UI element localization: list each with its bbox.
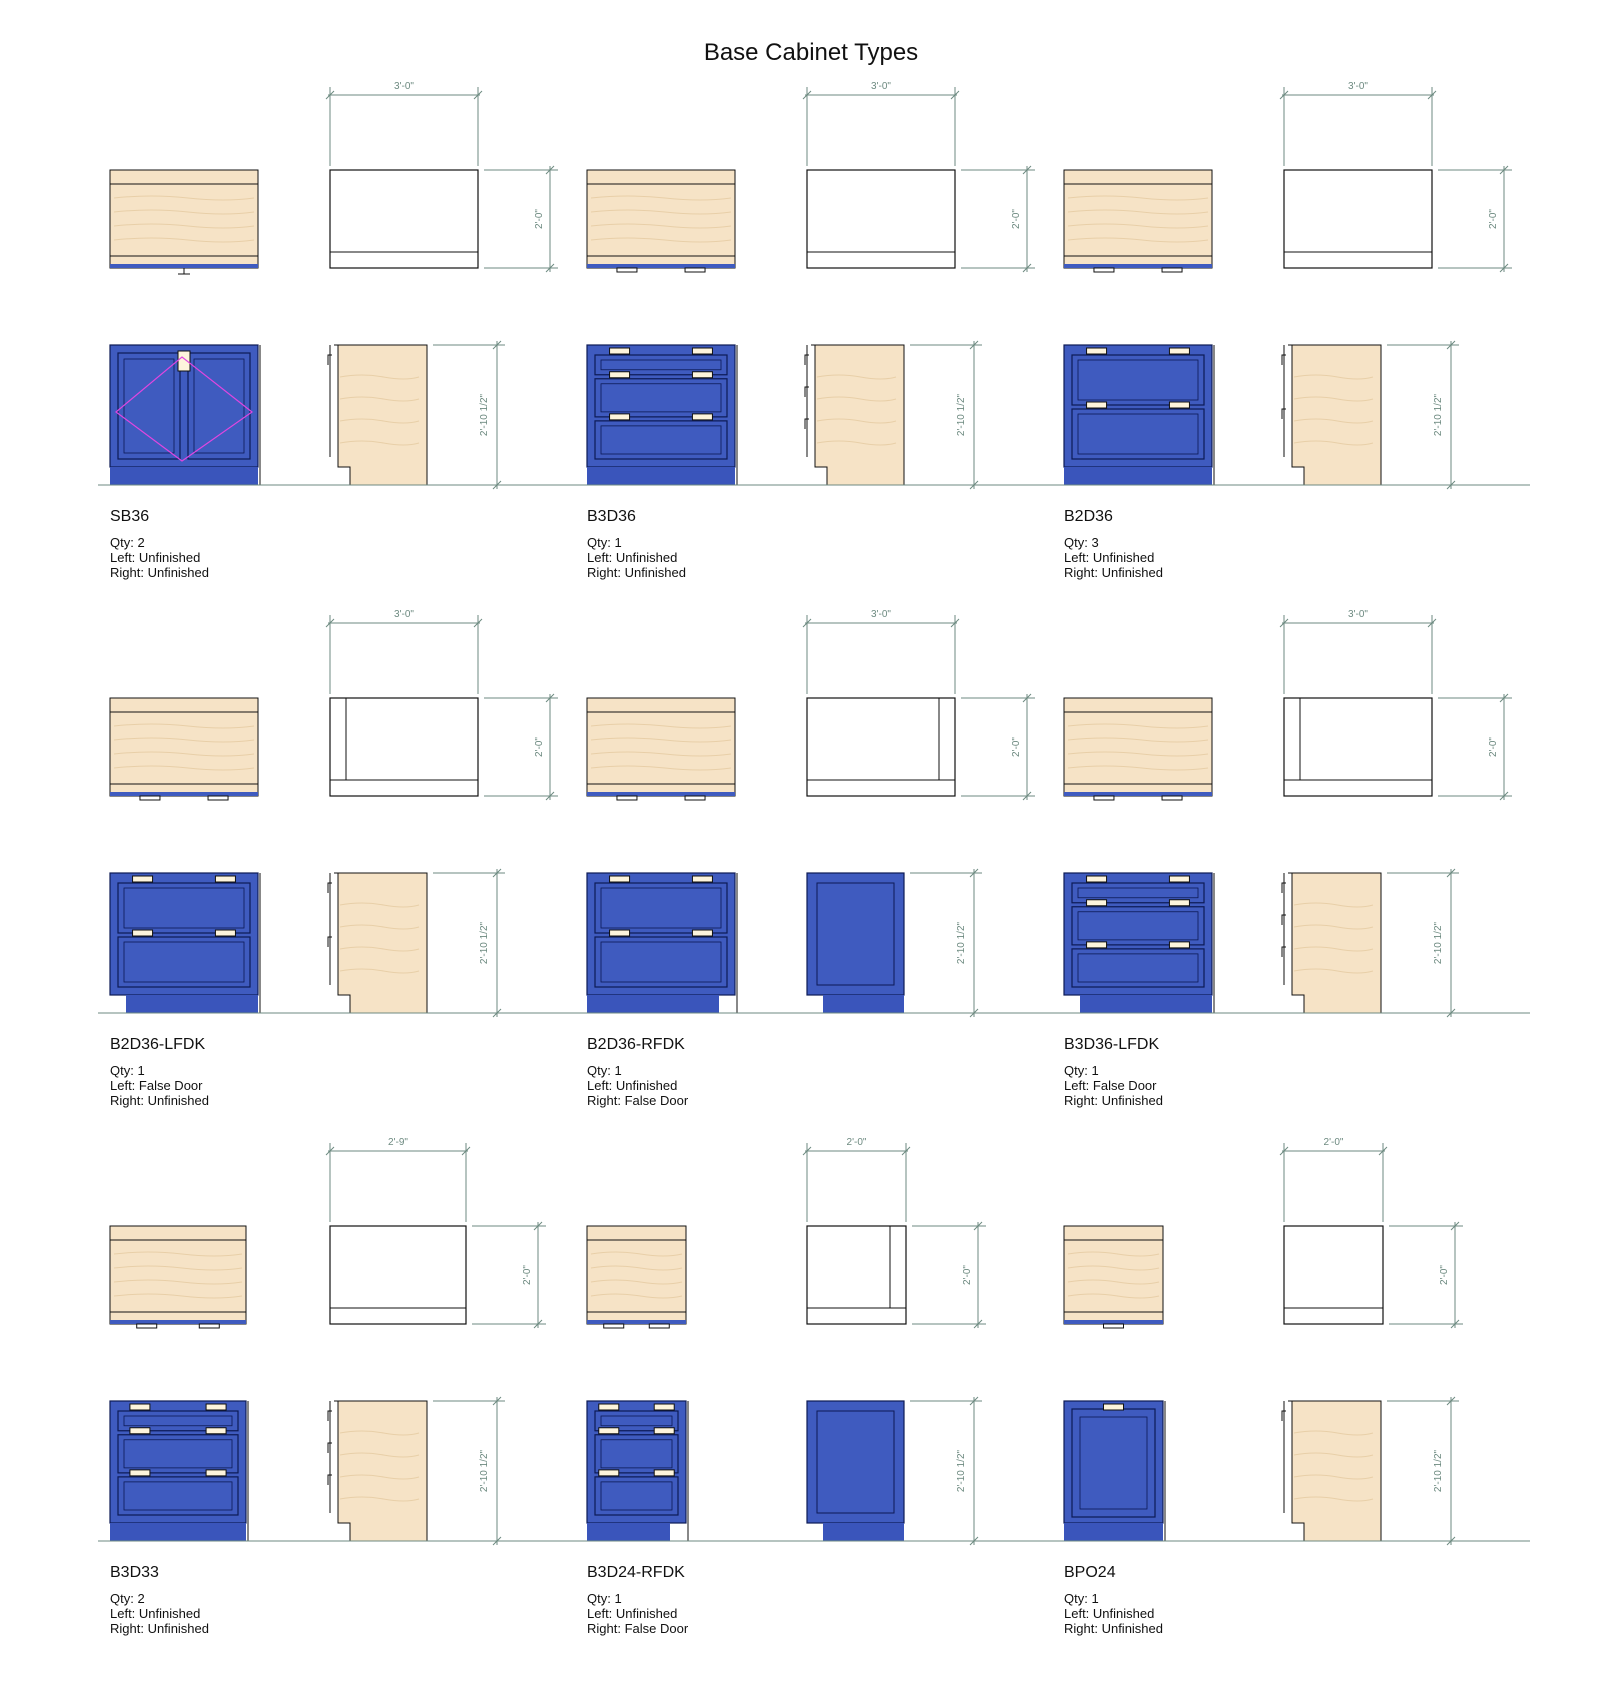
pull-plan-mark (685, 268, 705, 272)
cabinet-qty: Qty: 2 (110, 535, 145, 550)
cabinet-left-finish: Left: Unfinished (1064, 550, 1155, 565)
side-toe-kick (823, 1523, 904, 1541)
front-elevation (587, 873, 737, 1013)
drawer-pull (692, 348, 712, 354)
cabinet-box (1064, 1401, 1163, 1523)
width-dimension-label: 2'-9" (388, 1137, 408, 1148)
toe-kick (110, 1523, 246, 1541)
top-view (587, 1226, 686, 1328)
drawer-pull (130, 1470, 150, 1476)
pull-plan-mark (617, 796, 637, 800)
plan-box (330, 1226, 466, 1324)
front-elevation (1064, 1401, 1165, 1541)
top-panel (1064, 698, 1212, 796)
depth-dimension-label: 2'-0" (1488, 209, 1499, 229)
drawer-pull (692, 930, 712, 936)
sheet-title: Base Cabinet Types (703, 39, 919, 66)
cabinet-qty: Qty: 1 (587, 1063, 622, 1078)
top-view (1064, 1226, 1163, 1328)
plan-box (807, 698, 955, 796)
top-panel (110, 170, 258, 268)
drawer-pull (1087, 942, 1107, 948)
depth-dimension-label: 2'-0" (1011, 209, 1022, 229)
front-elevation (1064, 873, 1214, 1013)
cabinet-box (1064, 873, 1212, 995)
cabinet-left-finish: Left: False Door (110, 1078, 203, 1093)
pull-plan-mark (199, 1324, 219, 1328)
drawer-pull (610, 930, 630, 936)
cabinet-name: B3D33 (110, 1564, 159, 1581)
drawer-pull (133, 930, 153, 936)
false-door-panel (807, 1401, 904, 1523)
cabinet-name: SB36 (110, 508, 150, 525)
depth-dimension-label: 2'-0" (522, 1265, 533, 1285)
pull-plan-mark (1094, 268, 1114, 272)
cabinet-name: B2D36-LFDK (110, 1036, 206, 1053)
height-dimension-label: 2'-10 1/2" (1433, 921, 1444, 965)
drawer-pull (610, 876, 630, 882)
front-elevation (587, 1401, 688, 1541)
cabinet-box (587, 345, 735, 467)
cabinet-name: BPO24 (1064, 1564, 1116, 1581)
cabinet-name: B2D36-RFDK (587, 1036, 685, 1053)
plan-box (1284, 698, 1432, 796)
cabinet-name: B3D36-LFDK (1064, 1036, 1160, 1053)
front-elevation (587, 345, 737, 485)
cabinet-name: B2D36 (1064, 508, 1113, 525)
depth-dimension-label: 2'-0" (1439, 1265, 1450, 1285)
drawer-pull (599, 1428, 619, 1434)
width-dimension-label: 3'-0" (394, 609, 414, 620)
cabinet-left-finish: Left: Unfinished (110, 1606, 201, 1621)
side-panel (811, 345, 904, 485)
cabinet-qty: Qty: 1 (1064, 1591, 1099, 1606)
toe-kick (110, 467, 258, 485)
drawer-pull (1169, 402, 1189, 408)
height-dimension-label: 2'-10 1/2" (479, 1449, 490, 1493)
cabinet-right-finish: Right: Unfinished (1064, 565, 1163, 580)
drawer-pull (610, 348, 630, 354)
pull-plan-mark (685, 796, 705, 800)
drawer-pull (654, 1470, 674, 1476)
cabinet-left-finish: Left: Unfinished (587, 550, 678, 565)
cabinet-left-finish: Left: Unfinished (1064, 1606, 1155, 1621)
drawer-pull (654, 1428, 674, 1434)
pull-plan-mark (1094, 796, 1114, 800)
depth-dimension-label: 2'-0" (534, 737, 545, 757)
front-elevation (110, 1401, 248, 1541)
pull-plan-mark (137, 1324, 157, 1328)
height-dimension-label: 2'-10 1/2" (956, 1449, 967, 1493)
drawer-pull (692, 414, 712, 420)
top-view (1064, 698, 1212, 800)
height-dimension-label: 2'-10 1/2" (479, 393, 490, 437)
pull-plan-mark (649, 1324, 669, 1328)
cabinet-right-finish: Right: False Door (587, 1621, 689, 1636)
side-panel (1288, 1401, 1381, 1541)
drawer-pull (692, 372, 712, 378)
drawer-pull (215, 876, 235, 882)
side-panel (1288, 345, 1381, 485)
drawer-pull (692, 876, 712, 882)
top-view (110, 698, 258, 800)
depth-dimension-label: 2'-0" (1011, 737, 1022, 757)
width-dimension-label: 3'-0" (1348, 609, 1368, 620)
top-panel (587, 698, 735, 796)
top-front-face (110, 1320, 246, 1324)
drawer-pull (610, 414, 630, 420)
side-panel (334, 1401, 427, 1541)
top-view (587, 698, 735, 800)
cabinet-right-finish: Right: Unfinished (1064, 1621, 1163, 1636)
top-panel (110, 698, 258, 796)
drawer-pull (1087, 402, 1107, 408)
height-dimension-label: 2'-10 1/2" (956, 393, 967, 437)
width-dimension-label: 3'-0" (394, 81, 414, 92)
pull-plan-mark (617, 268, 637, 272)
top-panel (1064, 1226, 1163, 1324)
top-view (110, 1226, 246, 1328)
width-dimension-label: 2'-0" (1323, 1137, 1344, 1148)
plan-box (1284, 1226, 1383, 1324)
cabinet-right-finish: Right: Unfinished (110, 565, 209, 580)
width-dimension-label: 3'-0" (871, 609, 891, 620)
depth-dimension-label: 2'-0" (1488, 737, 1499, 757)
drawer-pull (1169, 942, 1189, 948)
top-panel (587, 170, 735, 268)
drawer-pull (130, 1428, 150, 1434)
cabinet-right-finish: Right: Unfinished (1064, 1093, 1163, 1108)
top-front-face (1064, 264, 1212, 268)
false-door-panel (807, 873, 904, 995)
toe-kick (1080, 995, 1212, 1013)
drawer-pull (1087, 876, 1107, 882)
cabinet-left-finish: Left: Unfinished (587, 1606, 678, 1621)
top-front-face (110, 264, 258, 268)
toe-kick (587, 467, 735, 485)
cabinet-name: B3D24-RFDK (587, 1564, 685, 1581)
top-front-face (1064, 792, 1212, 796)
cabinet-right-finish: Right: False Door (587, 1093, 689, 1108)
drawer-pull (610, 372, 630, 378)
drawer-pull (1087, 348, 1107, 354)
top-front-face (587, 792, 735, 796)
toe-kick (587, 1523, 670, 1541)
top-front-face (587, 1320, 686, 1324)
height-dimension-label: 2'-10 1/2" (1433, 393, 1444, 437)
cabinet-qty: Qty: 1 (587, 535, 622, 550)
pull-plan-mark (208, 796, 228, 800)
top-view (1064, 170, 1212, 272)
cabinet-qty: Qty: 3 (1064, 535, 1099, 550)
drawer-pull (133, 876, 153, 882)
drawer-pull (1169, 348, 1189, 354)
depth-dimension-label: 2'-0" (962, 1265, 973, 1285)
toe-kick (1064, 467, 1212, 485)
cabinet-box (587, 1401, 686, 1523)
top-panel (110, 1226, 246, 1324)
top-panel (1064, 170, 1212, 268)
drawer-pull (1169, 900, 1189, 906)
toe-kick (587, 995, 719, 1013)
pull-plan-mark (1162, 796, 1182, 800)
top-front-face (587, 264, 735, 268)
depth-dimension-label: 2'-0" (534, 209, 545, 229)
top-front-face (1064, 1320, 1163, 1324)
height-dimension-label: 2'-10 1/2" (956, 921, 967, 965)
cabinet-right-finish: Right: Unfinished (110, 1093, 209, 1108)
cabinet-qty: Qty: 1 (110, 1063, 145, 1078)
side-panel (334, 873, 427, 1013)
cabinet-left-finish: Left: False Door (1064, 1078, 1157, 1093)
plan-box (807, 170, 955, 268)
front-elevation (1064, 345, 1214, 485)
drawer-pull (206, 1470, 226, 1476)
cabinet-right-finish: Right: Unfinished (110, 1621, 209, 1636)
cabinet-right-finish: Right: Unfinished (587, 565, 686, 580)
drawer-pull (1104, 1404, 1124, 1410)
cabinet-left-finish: Left: Unfinished (587, 1078, 678, 1093)
drawer-pull (215, 930, 235, 936)
cabinet-qty: Qty: 2 (110, 1591, 145, 1606)
toe-kick (1064, 1523, 1163, 1541)
width-dimension-label: 3'-0" (1348, 81, 1368, 92)
drawer-pull (599, 1470, 619, 1476)
front-elevation (110, 345, 260, 485)
drawer-pull (130, 1404, 150, 1410)
drawer-pull (206, 1404, 226, 1410)
top-view (110, 170, 258, 274)
plan-box (330, 698, 478, 796)
sink-tilt-tray (178, 351, 190, 371)
side-toe-kick (823, 995, 904, 1013)
drawer-pull (1087, 900, 1107, 906)
pull-plan-mark (1104, 1324, 1124, 1328)
cabinet-box (110, 1401, 246, 1523)
plan-box (807, 1226, 906, 1324)
front-elevation (110, 873, 260, 1013)
cabinet-left-finish: Left: Unfinished (110, 550, 201, 565)
drawer-pull (599, 1404, 619, 1410)
side-panel (334, 345, 427, 485)
pull-plan-mark (604, 1324, 624, 1328)
top-front-face (110, 792, 258, 796)
drawer-pull (654, 1404, 674, 1410)
height-dimension-label: 2'-10 1/2" (479, 921, 490, 965)
width-dimension-label: 3'-0" (871, 81, 891, 92)
cabinet-qty: Qty: 1 (587, 1591, 622, 1606)
height-dimension-label: 2'-10 1/2" (1433, 1449, 1444, 1493)
cabinet-qty: Qty: 1 (1064, 1063, 1099, 1078)
side-panel (1288, 873, 1381, 1013)
top-panel (587, 1226, 686, 1324)
width-dimension-label: 2'-0" (846, 1137, 867, 1148)
drawer-pull (1169, 876, 1189, 882)
drawer-pull (206, 1428, 226, 1434)
pull-plan-mark (140, 796, 160, 800)
top-view (587, 170, 735, 272)
pull-plan-mark (1162, 268, 1182, 272)
toe-kick (126, 995, 258, 1013)
cabinet-name: B3D36 (587, 508, 636, 525)
plan-box (1284, 170, 1432, 268)
plan-box (330, 170, 478, 268)
